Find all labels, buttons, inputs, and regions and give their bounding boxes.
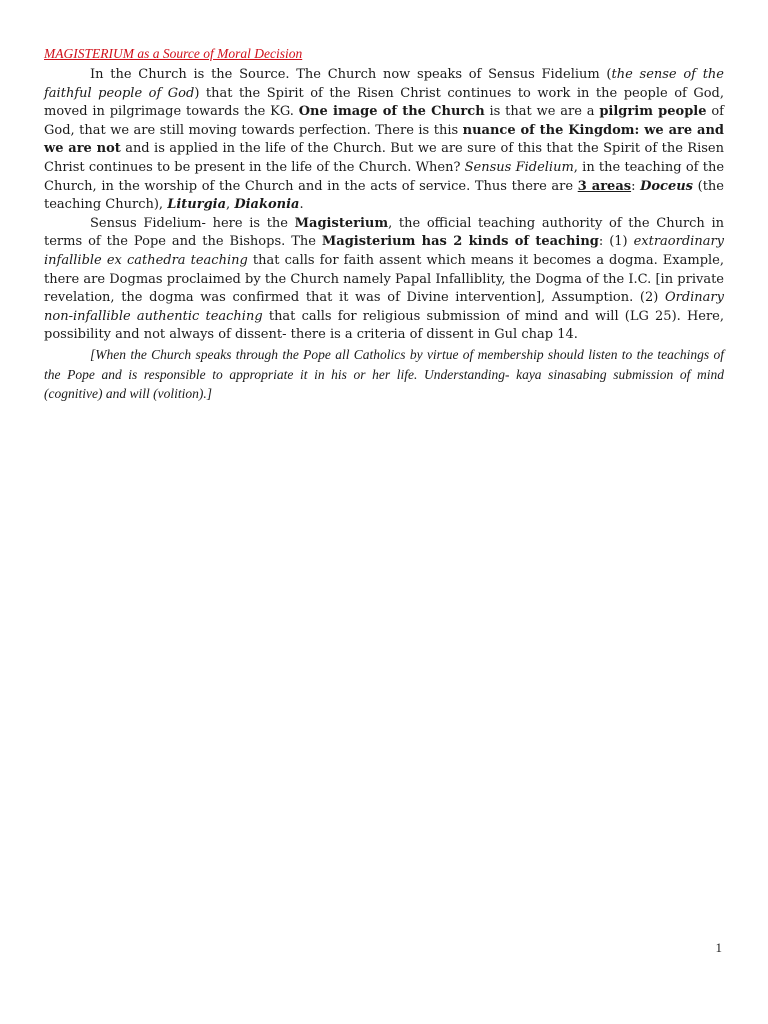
bold-run: Magisterium has 2 kinds of teaching [321,234,599,250]
italic-run: Sensus Fidelium [464,159,574,175]
text-run: : [631,178,641,194]
text-run: of God, that we are still moving towards perfection. There is this [44,104,724,138]
text-run: is that we are a [484,104,600,120]
text-run: ) that the Spirit of the Risen Christ continues to work in the people of God, moved in pilgrimage towards the KG. [44,85,724,120]
text-run: : (1) [598,234,634,250]
page-title: MAGISTERIUM as a Source of Moral Decision [44,46,303,61]
bold-run: nuance of the Kingdom: we are and we are not [44,122,724,157]
bold-italic-run: Diakonia [234,197,300,213]
paragraph-bracketed-note: [When the Church speaks through the Pope all Catholics by virtue of membership should listen to the teachings of the Pope and is responsible to appropriate it in his or her life. Understanding- kaya sinasabing submission of mind (cognitive) and will (volition).] [44,346,724,402]
bold-italic-run: Liturgia [167,197,227,213]
paragraph-magisterium [44,215,724,345]
text-run: , in the teaching of the Church, in the worship of the Church and in the acts of service. Thus there are [44,159,725,194]
text-run: . [299,197,304,213]
text-run: , the official teaching authority of the Church in terms of the Pope and the Bishops. The [44,215,724,250]
text-run: , [226,197,235,213]
bold-run: pilgrim people [599,104,707,120]
text-run: and is applied in the life of the Church. But we are sure of this that the Spirit of the Risen Christ continues to be present in the life of the Church. When? [44,141,724,175]
bold-run: One image of the Church [298,104,485,120]
text-run: that calls for religious submission of mind and will (LG 25). Here, possibility and not always of dissent- there is a criteria of dissent in Gul chap 14. [44,308,725,343]
italic-run: extraordinary infallible ex cathedra teaching [44,234,725,268]
text-run: (the teaching Church), [44,178,724,213]
text-run: In the Church is the Source. The Church now speaks of Sensus Fidelium ( [90,67,612,82]
bold-run: Magisterium [294,215,389,231]
bold-italic-run: Doceus [640,178,693,194]
paragraph-sensus-fidelium [44,66,724,215]
document-body [44,45,724,404]
italic-run: the sense of the faithful people of God [44,67,725,101]
bold-underline-run: 3 areas [577,178,632,194]
italic-run: Ordinary non-infallible authentic teaching [44,290,724,324]
text-run: that calls for faith assent which means it becomes a dogma. Example, there are Dogmas proclaimed by the Church namely Papal Infalliblity, the Dogma of the I.C. [in private revelation, the dogma was confirmed that it was of Divine intervention], Assumption. (2) [44,252,725,306]
text-run: Sensus Fidelium- here is the [90,215,295,231]
page-number: 1 [715,940,722,955]
